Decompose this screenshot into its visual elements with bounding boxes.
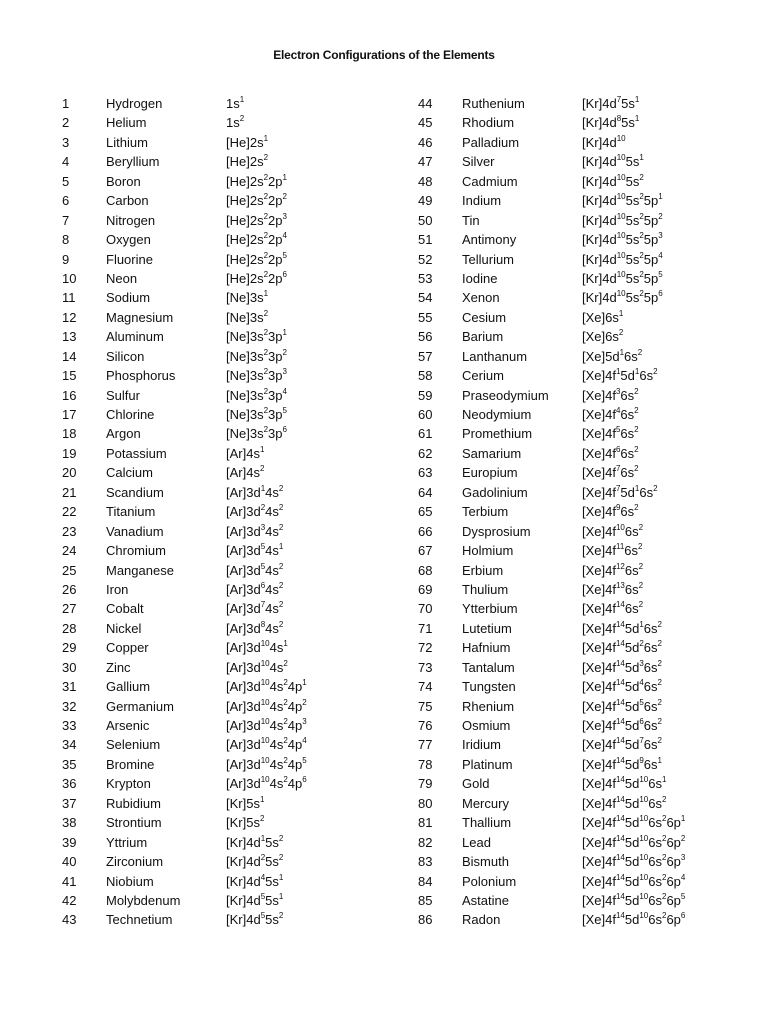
electron-configuration: $[He]2s^22p^3$ <box>226 211 287 228</box>
element-name: Erbium <box>462 562 504 578</box>
element-name: Rubidium <box>106 795 161 811</box>
element-name: Phosphorus <box>106 368 176 384</box>
electron-configuration: $[Xe]4f^66s^2$ <box>582 444 639 461</box>
element-name: Oxygen <box>106 232 151 248</box>
electron-configuration: $1s^2$ <box>226 114 245 131</box>
element-name: Lanthanum <box>462 348 528 364</box>
element-name: Palladium <box>462 134 520 150</box>
electron-configuration: $[Xe]4f^56s^2$ <box>582 425 639 442</box>
atomic-number: 59 <box>418 387 433 403</box>
element-name: Gold <box>462 776 490 792</box>
electron-configuration: $[Kr]4d^{10}$ <box>582 133 626 150</box>
electron-configuration: $[Xe]4f^36s^2$ <box>582 386 639 403</box>
atomic-number: 68 <box>418 562 433 578</box>
atomic-number: 18 <box>62 426 77 442</box>
atomic-number: 1 <box>62 96 70 111</box>
atomic-number: 81 <box>418 815 433 831</box>
atomic-number: 51 <box>418 232 433 248</box>
atomic-number: 45 <box>418 115 433 131</box>
electron-configuration: $[Xe]4f^{14}5d^26s^2$ <box>582 639 662 656</box>
element-name: Osmium <box>462 718 511 733</box>
electron-configuration: $[Ar]3d^{10}4s^2$ <box>226 658 288 675</box>
element-name: Gallium <box>106 679 151 695</box>
electron-configuration: $[Ar]3d^64s^2$ <box>226 580 284 597</box>
electron-configuration: $[Ar]3d^34s^2$ <box>226 522 284 539</box>
electron-configuration: $[Kr]4d^55s^1$ <box>226 891 284 908</box>
electron-configuration: $[Xe]4f^{13}6s^2$ <box>582 580 644 597</box>
element-name: Polonium <box>462 873 517 889</box>
electron-configuration: $[Ne]3s^23p^3$ <box>226 367 287 384</box>
element-name: Magnesium <box>106 309 174 325</box>
electron-configuration: $1s^1$ <box>226 95 245 111</box>
element-name: Calcium <box>106 465 153 481</box>
atomic-number: 80 <box>418 795 433 811</box>
element-name: Niobium <box>106 873 154 889</box>
electron-configuration: $[Xe]4f^{10}6s^2$ <box>582 522 644 539</box>
element-name: Platinum <box>462 756 513 772</box>
atomic-number: 40 <box>62 854 77 870</box>
element-name: Neon <box>106 270 138 286</box>
electron-configuration: $[Xe]4f^{14}5d^{10}6s^26p^4$ <box>582 872 686 889</box>
electron-configuration: $[He]2s^22p^1$ <box>226 172 287 189</box>
element-name: Boron <box>106 173 141 189</box>
atomic-number: 76 <box>418 718 433 733</box>
element-name: Iodine <box>462 270 498 286</box>
atomic-number: 57 <box>418 348 433 364</box>
element-name: Bismuth <box>462 854 509 870</box>
electron-configuration: $[He]2s^22p^5$ <box>226 250 287 267</box>
electron-configuration: $[Ar]3d^54s^1$ <box>226 542 284 559</box>
element-name: Tellurium <box>462 251 515 267</box>
element-name: Dysprosium <box>462 523 531 539</box>
element-name: Lead <box>462 834 491 850</box>
electron-configuration: $[Xe]4f^96s^2$ <box>582 503 639 520</box>
element-name: Thallium <box>462 815 512 831</box>
atomic-number: 67 <box>418 543 433 559</box>
electron-configuration: $[Ar]3d^84s^2$ <box>226 619 284 636</box>
atomic-number: 53 <box>418 270 433 286</box>
electron-configuration: $[Ar]3d^14s^2$ <box>226 483 284 500</box>
element-name: Sodium <box>106 290 151 306</box>
atomic-number: 78 <box>418 756 433 772</box>
atomic-number: 64 <box>418 484 433 500</box>
atomic-number: 3 <box>62 134 70 150</box>
electron-configuration: $[Xe]4f^{14}5d^16s^2$ <box>582 619 662 636</box>
electron-configuration: $[Ar]4s^1$ <box>226 444 265 461</box>
element-name: Indium <box>462 193 502 209</box>
atomic-number: 73 <box>418 659 433 675</box>
element-name: Gadolinium <box>462 484 528 500</box>
element-name: Xenon <box>462 290 500 306</box>
electron-configuration: $[Xe]4f^{11}6s^2$ <box>582 542 643 559</box>
element-name: Sulfur <box>106 387 140 403</box>
atomic-number: 7 <box>62 212 70 228</box>
electron-configuration: $[Xe]4f^46s^2$ <box>582 406 639 422</box>
electron-configuration: $[Xe]4f^{14}5d^56s^2$ <box>582 697 662 714</box>
element-name: Rhenium <box>462 698 515 714</box>
element-name: Manganese <box>106 562 174 578</box>
atomic-number: 86 <box>418 912 433 928</box>
electron-configuration: $[Ne]3s^23p^1$ <box>226 328 287 345</box>
element-name: Mercury <box>462 795 509 811</box>
element-name: Molybdenum <box>106 892 181 908</box>
element-name: Promethium <box>462 426 533 442</box>
atomic-number: 85 <box>418 892 433 908</box>
element-name: Bromine <box>106 756 155 772</box>
atomic-number: 54 <box>418 290 433 306</box>
element-name: Tin <box>462 212 480 228</box>
element-name: Zinc <box>106 659 131 675</box>
element-name: Germanium <box>106 698 174 714</box>
electron-configuration: $[Kr]4d^{10}5s^25p^5$ <box>582 269 663 286</box>
element-name: Lithium <box>106 134 148 150</box>
element-name: Samarium <box>462 445 522 461</box>
atomic-number: 5 <box>62 173 70 189</box>
electron-configuration: $[Xe]4f^{12}6s^2$ <box>582 561 644 578</box>
atomic-number: 44 <box>418 96 433 111</box>
atomic-number: 27 <box>62 601 77 617</box>
electron-configuration: $[Xe]4f^{14}5d^{10}6s^1$ <box>582 775 667 792</box>
atomic-number: 4 <box>62 154 70 170</box>
atomic-number: 47 <box>418 154 433 170</box>
electron-configuration: $[Kr]4d^{10}5s^25p^4$ <box>582 250 663 267</box>
atomic-number: 28 <box>62 620 77 636</box>
electron-configuration: $[Xe]4f^{14}5d^{10}6s^26p^6$ <box>582 911 686 928</box>
atomic-number: 34 <box>62 737 77 753</box>
element-name: Titanium <box>106 504 156 520</box>
electron-configuration: $[Kr]4d^{10}5s^2$ <box>582 172 644 189</box>
electron-configuration: $[Xe]5d^16s^2$ <box>582 347 643 364</box>
element-name: Arsenic <box>106 718 150 733</box>
electron-configuration: $[Xe]4f^{14}5d^66s^2$ <box>582 717 662 733</box>
atomic-number: 83 <box>418 854 433 870</box>
atomic-number: 6 <box>62 193 70 209</box>
atomic-number: 12 <box>62 309 77 325</box>
electron-configuration: $[He]2s^2$ <box>226 153 269 170</box>
electron-configuration: $[He]2s^1$ <box>226 133 269 150</box>
atomic-number: 39 <box>62 834 77 850</box>
atomic-number: 25 <box>62 562 77 578</box>
element-name: Fluorine <box>106 251 153 267</box>
electron-configuration: $[Kr]4d^{10}5s^25p^3$ <box>582 231 663 248</box>
element-name: Astatine <box>462 892 509 908</box>
atomic-number: 63 <box>418 465 433 481</box>
electron-configuration: $[Xe]4f^{14}5d^96s^1$ <box>582 755 662 772</box>
atomic-number: 14 <box>62 348 77 364</box>
element-name: Terbium <box>462 504 509 520</box>
element-name: Carbon <box>106 193 149 209</box>
electron-configuration: $[Kr]4d^{10}5s^1$ <box>582 153 644 170</box>
element-name: Aluminum <box>106 329 164 345</box>
element-name: Scandium <box>106 484 164 500</box>
atomic-number: 37 <box>62 795 77 811</box>
electron-configuration: $[Xe]4f^15d^16s^2$ <box>582 367 658 384</box>
atomic-number: 66 <box>418 523 433 539</box>
atomic-number: 9 <box>62 251 70 267</box>
atomic-number: 49 <box>418 193 433 209</box>
atomic-number: 10 <box>62 270 77 286</box>
electron-configuration: $[Xe]4f^{14}5d^{10}6s^2$ <box>582 794 667 811</box>
atomic-number: 16 <box>62 387 77 403</box>
element-name: Hydrogen <box>106 96 163 111</box>
element-name: Technetium <box>106 912 173 928</box>
element-name: Tantalum <box>462 659 515 675</box>
atomic-number: 52 <box>418 251 433 267</box>
electron-configuration: $[Ar]3d^{10}4s^1$ <box>226 639 288 656</box>
atomic-number: 82 <box>418 834 433 850</box>
atomic-number: 17 <box>62 407 77 422</box>
element-name: Lutetium <box>462 620 512 636</box>
atomic-number: 23 <box>62 523 77 539</box>
element-name: Vanadium <box>106 523 164 539</box>
atomic-number: 15 <box>62 368 77 384</box>
element-name: Iridium <box>462 737 502 753</box>
electron-configuration: $[Xe]4f^76s^2$ <box>582 464 639 481</box>
electron-configuration: $[Ar]3d^{10}4s^24p^6$ <box>226 775 307 792</box>
atomic-number: 19 <box>62 445 77 461</box>
element-name: Silver <box>462 154 495 170</box>
element-name: Beryllium <box>106 154 160 170</box>
electron-configuration: $[Kr]4d^45s^1$ <box>226 872 284 889</box>
element-name: Silicon <box>106 348 145 364</box>
atomic-number: 75 <box>418 698 433 714</box>
electron-configuration: $[Ar]3d^24s^2$ <box>226 503 284 520</box>
element-name: Rhodium <box>462 115 515 131</box>
page-title: Electron Configurations of the Elements <box>273 48 495 62</box>
atomic-number: 74 <box>418 679 433 695</box>
element-name: Helium <box>106 115 147 131</box>
electron-configuration: $[Xe]4f^75d^16s^2$ <box>582 483 658 500</box>
atomic-number: 22 <box>62 504 77 520</box>
electron-configuration: $[Kr]4d^25s^2$ <box>226 853 284 870</box>
element-name: Thulium <box>462 581 509 597</box>
electron-configuration: $[He]2s^22p^4$ <box>226 231 287 248</box>
element-name: Strontium <box>106 815 162 831</box>
atomic-number: 13 <box>62 329 77 345</box>
element-name: Selenium <box>106 737 161 753</box>
element-name: Tungsten <box>462 679 516 695</box>
atomic-number: 26 <box>62 581 77 597</box>
electron-configuration: $[Ar]3d^{10}4s^24p^1$ <box>226 678 307 695</box>
electron-configuration: $[Ne]3s^1$ <box>226 289 269 306</box>
atomic-number: 35 <box>62 756 77 772</box>
element-name: Potassium <box>106 445 167 461</box>
electron-configuration: $[Ne]3s^23p^5$ <box>226 406 287 422</box>
electron-configuration: $[Kr]4d^75s^1$ <box>582 95 640 111</box>
electron-configuration: $[Ne]3s^2$ <box>226 308 269 325</box>
element-name: Ytterbium <box>462 601 518 617</box>
electron-configuration: $[Kr]5s^1$ <box>226 794 265 811</box>
atomic-number: 42 <box>62 892 77 908</box>
element-name: Cesium <box>462 309 507 325</box>
atomic-number: 55 <box>418 309 433 325</box>
electron-configuration: $[Ar]3d^{10}4s^24p^4$ <box>226 736 307 753</box>
electron-configuration: $[Xe]6s^1$ <box>582 308 624 325</box>
element-name: Praseodymium <box>462 387 549 403</box>
element-name: Antimony <box>462 232 517 248</box>
element-name: Nitrogen <box>106 212 156 228</box>
atomic-number: 46 <box>418 134 433 150</box>
atomic-number: 8 <box>62 232 70 248</box>
electron-configuration: $[Kr]4d^{10}5s^25p^1$ <box>582 192 663 209</box>
electron-configuration: $[He]2s^22p^6$ <box>226 269 287 286</box>
element-name: Chromium <box>106 543 166 559</box>
element-name: Cobalt <box>106 601 144 617</box>
electron-configuration: $[Xe]4f^{14}5d^{10}6s^26p^5$ <box>582 891 686 908</box>
electron-configuration: $[Kr]4d^15s^2$ <box>226 833 284 850</box>
atomic-number: 79 <box>418 776 433 792</box>
electron-configuration: $[He]2s^22p^2$ <box>226 192 287 209</box>
atomic-number: 77 <box>418 737 433 753</box>
electron-configuration: $[Ar]3d^{10}4s^24p^2$ <box>226 697 307 714</box>
atomic-number: 21 <box>62 484 77 500</box>
element-name: Yttrium <box>106 834 148 850</box>
electron-configuration: $[Kr]5s^2$ <box>226 814 265 831</box>
element-name: Hafnium <box>462 640 511 656</box>
atomic-number: 11 <box>62 290 76 306</box>
atomic-number: 32 <box>62 698 77 714</box>
electron-configuration: $[Ar]3d^{10}4s^24p^3$ <box>226 717 307 733</box>
element-name: Iron <box>106 581 129 597</box>
atomic-number: 38 <box>62 815 77 831</box>
atomic-number: 20 <box>62 465 77 481</box>
electron-configuration: $[Xe]4f^{14}5d^{10}6s^26p^1$ <box>582 814 686 831</box>
atomic-number: 41 <box>62 873 77 889</box>
atomic-number: 43 <box>62 912 77 928</box>
element-name: Chlorine <box>106 407 155 422</box>
atomic-number: 36 <box>62 776 77 792</box>
atomic-number: 50 <box>418 212 433 228</box>
electron-configuration: $[Kr]4d^{10}5s^25p^2$ <box>582 211 663 228</box>
element-name: Europium <box>462 465 518 481</box>
atomic-number: 29 <box>62 640 77 656</box>
element-name: Krypton <box>106 776 151 792</box>
electron-configuration: $[Ar]3d^{10}4s^24p^5$ <box>226 755 307 772</box>
electron-configuration: $[Xe]4f^{14}6s^2$ <box>582 600 644 617</box>
atomic-number: 31 <box>62 679 77 695</box>
electron-configuration: $[Xe]4f^{14}5d^76s^2$ <box>582 736 662 753</box>
element-name: Cerium <box>462 368 504 384</box>
electron-configuration: $[Kr]4d^55s^2$ <box>226 911 284 928</box>
electron-configuration: $[Xe]4f^{14}5d^{10}6s^26p^2$ <box>582 833 686 850</box>
atomic-number: 72 <box>418 640 433 656</box>
element-name: Argon <box>106 426 141 442</box>
atomic-number: 58 <box>418 368 433 384</box>
electron-configuration: $[Ne]3s^23p^4$ <box>226 386 287 403</box>
atomic-number: 65 <box>418 504 433 520</box>
element-name: Holmium <box>462 543 514 559</box>
element-name: Barium <box>462 329 504 345</box>
atomic-number: 48 <box>418 173 433 189</box>
electron-configuration: $[Kr]4d^85s^1$ <box>582 114 640 131</box>
electron-configuration: $[Ar]3d^54s^2$ <box>226 561 284 578</box>
element-name: Zirconium <box>106 854 164 870</box>
atomic-number: 84 <box>418 873 433 889</box>
atomic-number: 70 <box>418 601 433 617</box>
atomic-number: 71 <box>418 620 433 636</box>
atomic-number: 30 <box>62 659 77 675</box>
element-name: Neodymium <box>462 407 532 422</box>
atomic-number: 60 <box>418 407 433 422</box>
element-name: Cadmium <box>462 173 518 189</box>
electron-configuration: $[Xe]6s^2$ <box>582 328 624 345</box>
element-name: Radon <box>462 912 501 928</box>
electron-configuration: $[Xe]4f^{14}5d^36s^2$ <box>582 658 662 675</box>
atomic-number: 56 <box>418 329 433 345</box>
electron-configuration: $[Ne]3s^23p^6$ <box>226 425 287 442</box>
atomic-number: 69 <box>418 581 433 597</box>
electron-configuration: $[Ar]4s^2$ <box>226 464 265 481</box>
element-name: Ruthenium <box>462 96 525 111</box>
electron-configuration: $[Xe]4f^{14}5d^{10}6s^26p^3$ <box>582 853 686 870</box>
element-name: Copper <box>106 640 149 656</box>
atomic-number: 33 <box>62 718 77 733</box>
electron-configuration: $[Ar]3d^74s^2$ <box>226 600 284 617</box>
element-name: Nickel <box>106 620 142 636</box>
atomic-number: 62 <box>418 445 433 461</box>
atomic-number: 24 <box>62 543 77 559</box>
electron-configuration: $[Kr]4d^{10}5s^25p^6$ <box>582 289 663 306</box>
electron-configuration: $[Xe]4f^{14}5d^46s^2$ <box>582 678 662 695</box>
atomic-number: 61 <box>418 426 433 442</box>
electron-configuration: $[Ne]3s^23p^2$ <box>226 347 287 364</box>
atomic-number: 2 <box>62 115 70 131</box>
